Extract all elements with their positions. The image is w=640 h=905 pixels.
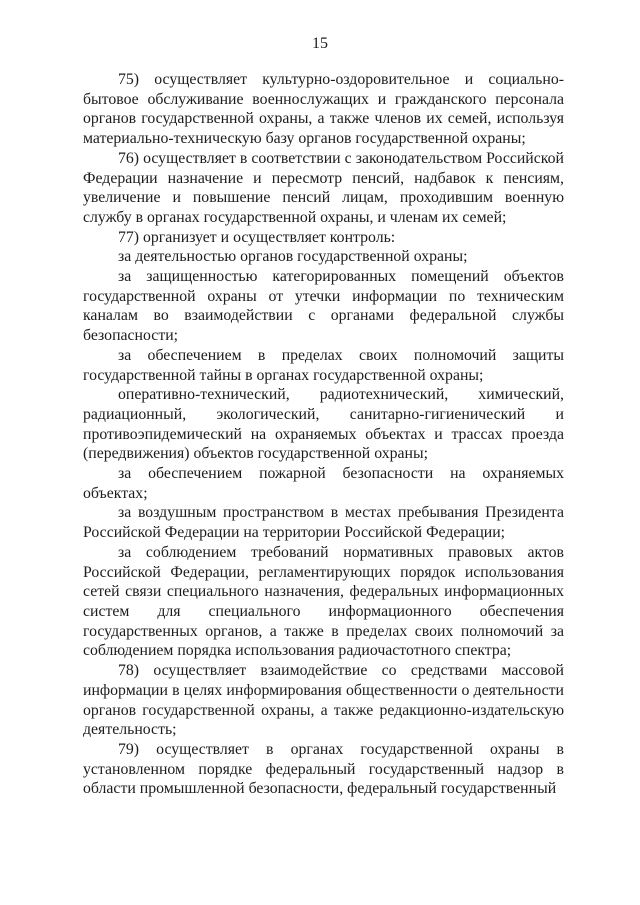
paragraph-77-fire-safety: за обеспечением пожарной безопасности на охраняемых объектах;: [83, 465, 564, 502]
paragraph-77-oversight-agencies: за деятельностью органов государственной охраны;: [118, 248, 468, 266]
document-body: [83, 70, 564, 799]
paragraph-77-airspace: за воздушным пространством в местах пребывания Президента Российской Федерации на территории Российской Федерации;: [83, 504, 564, 542]
paragraph-76: 76) осуществляет в соответствии с законодательством Российской Федерации назначение и пересмотр пенсий, надбавок к пенсиям, увеличение и повышение пенсий лицам, проходившим военную службу в органах государственной охраны, и членам их семей;: [83, 149, 564, 226]
paragraph-77-intro: 77) организует и осуществляет контроль:: [118, 228, 396, 246]
paragraph-77-premises-protection: за защищенностью категорированных помещений объектов государственной охраны от утечки информации по техническим каналам во взаимодействии с органами федеральной службы безопасности;: [83, 268, 564, 345]
paragraph-78: 78) осуществляет взаимодействие со средствами массовой информации в целях информирования общественности о деятельности органов государственной охраны, а также редакционно-издательскую деятельность;: [83, 662, 564, 739]
page-number: 15: [312, 35, 328, 52]
paragraph-75: 75) осуществляет культурно-оздоровительное и социально-бытовое обслуживание военнослужащих и гражданского персонала органов государственной охраны, а также членов их семей, используя материально-техническую базу органов государственной охраны;: [83, 71, 564, 148]
paragraph-77-technical-control: оперативно-технический, радиотехнический, химический, радиационный, экологический, санитарно-гигиенический и противоэпидемический на охраняемых объектах и трассах проезда (передвижения) объектов государственной охраны;: [83, 386, 564, 463]
paragraph-77-state-secret: за обеспечением в пределах своих полномочий защиты государственной тайны в органах государственной охраны;: [83, 346, 564, 384]
paragraph-77-communication-networks: за соблюдением требований нормативных правовых актов Российской Федерации, регламентирующих порядок использования сетей связи специального назначения, федеральных информационных систем для специального информационного обеспечения государственных органов, а также в пределах своих полномочий за соблюдением порядка использования радиочастотного спектра;: [83, 543, 564, 660]
paragraph-79: 79) осуществляет в органах государственной охраны в установленном порядке федеральный государственный надзор в области промышленной безопасности, федеральный государственный: [83, 740, 564, 798]
